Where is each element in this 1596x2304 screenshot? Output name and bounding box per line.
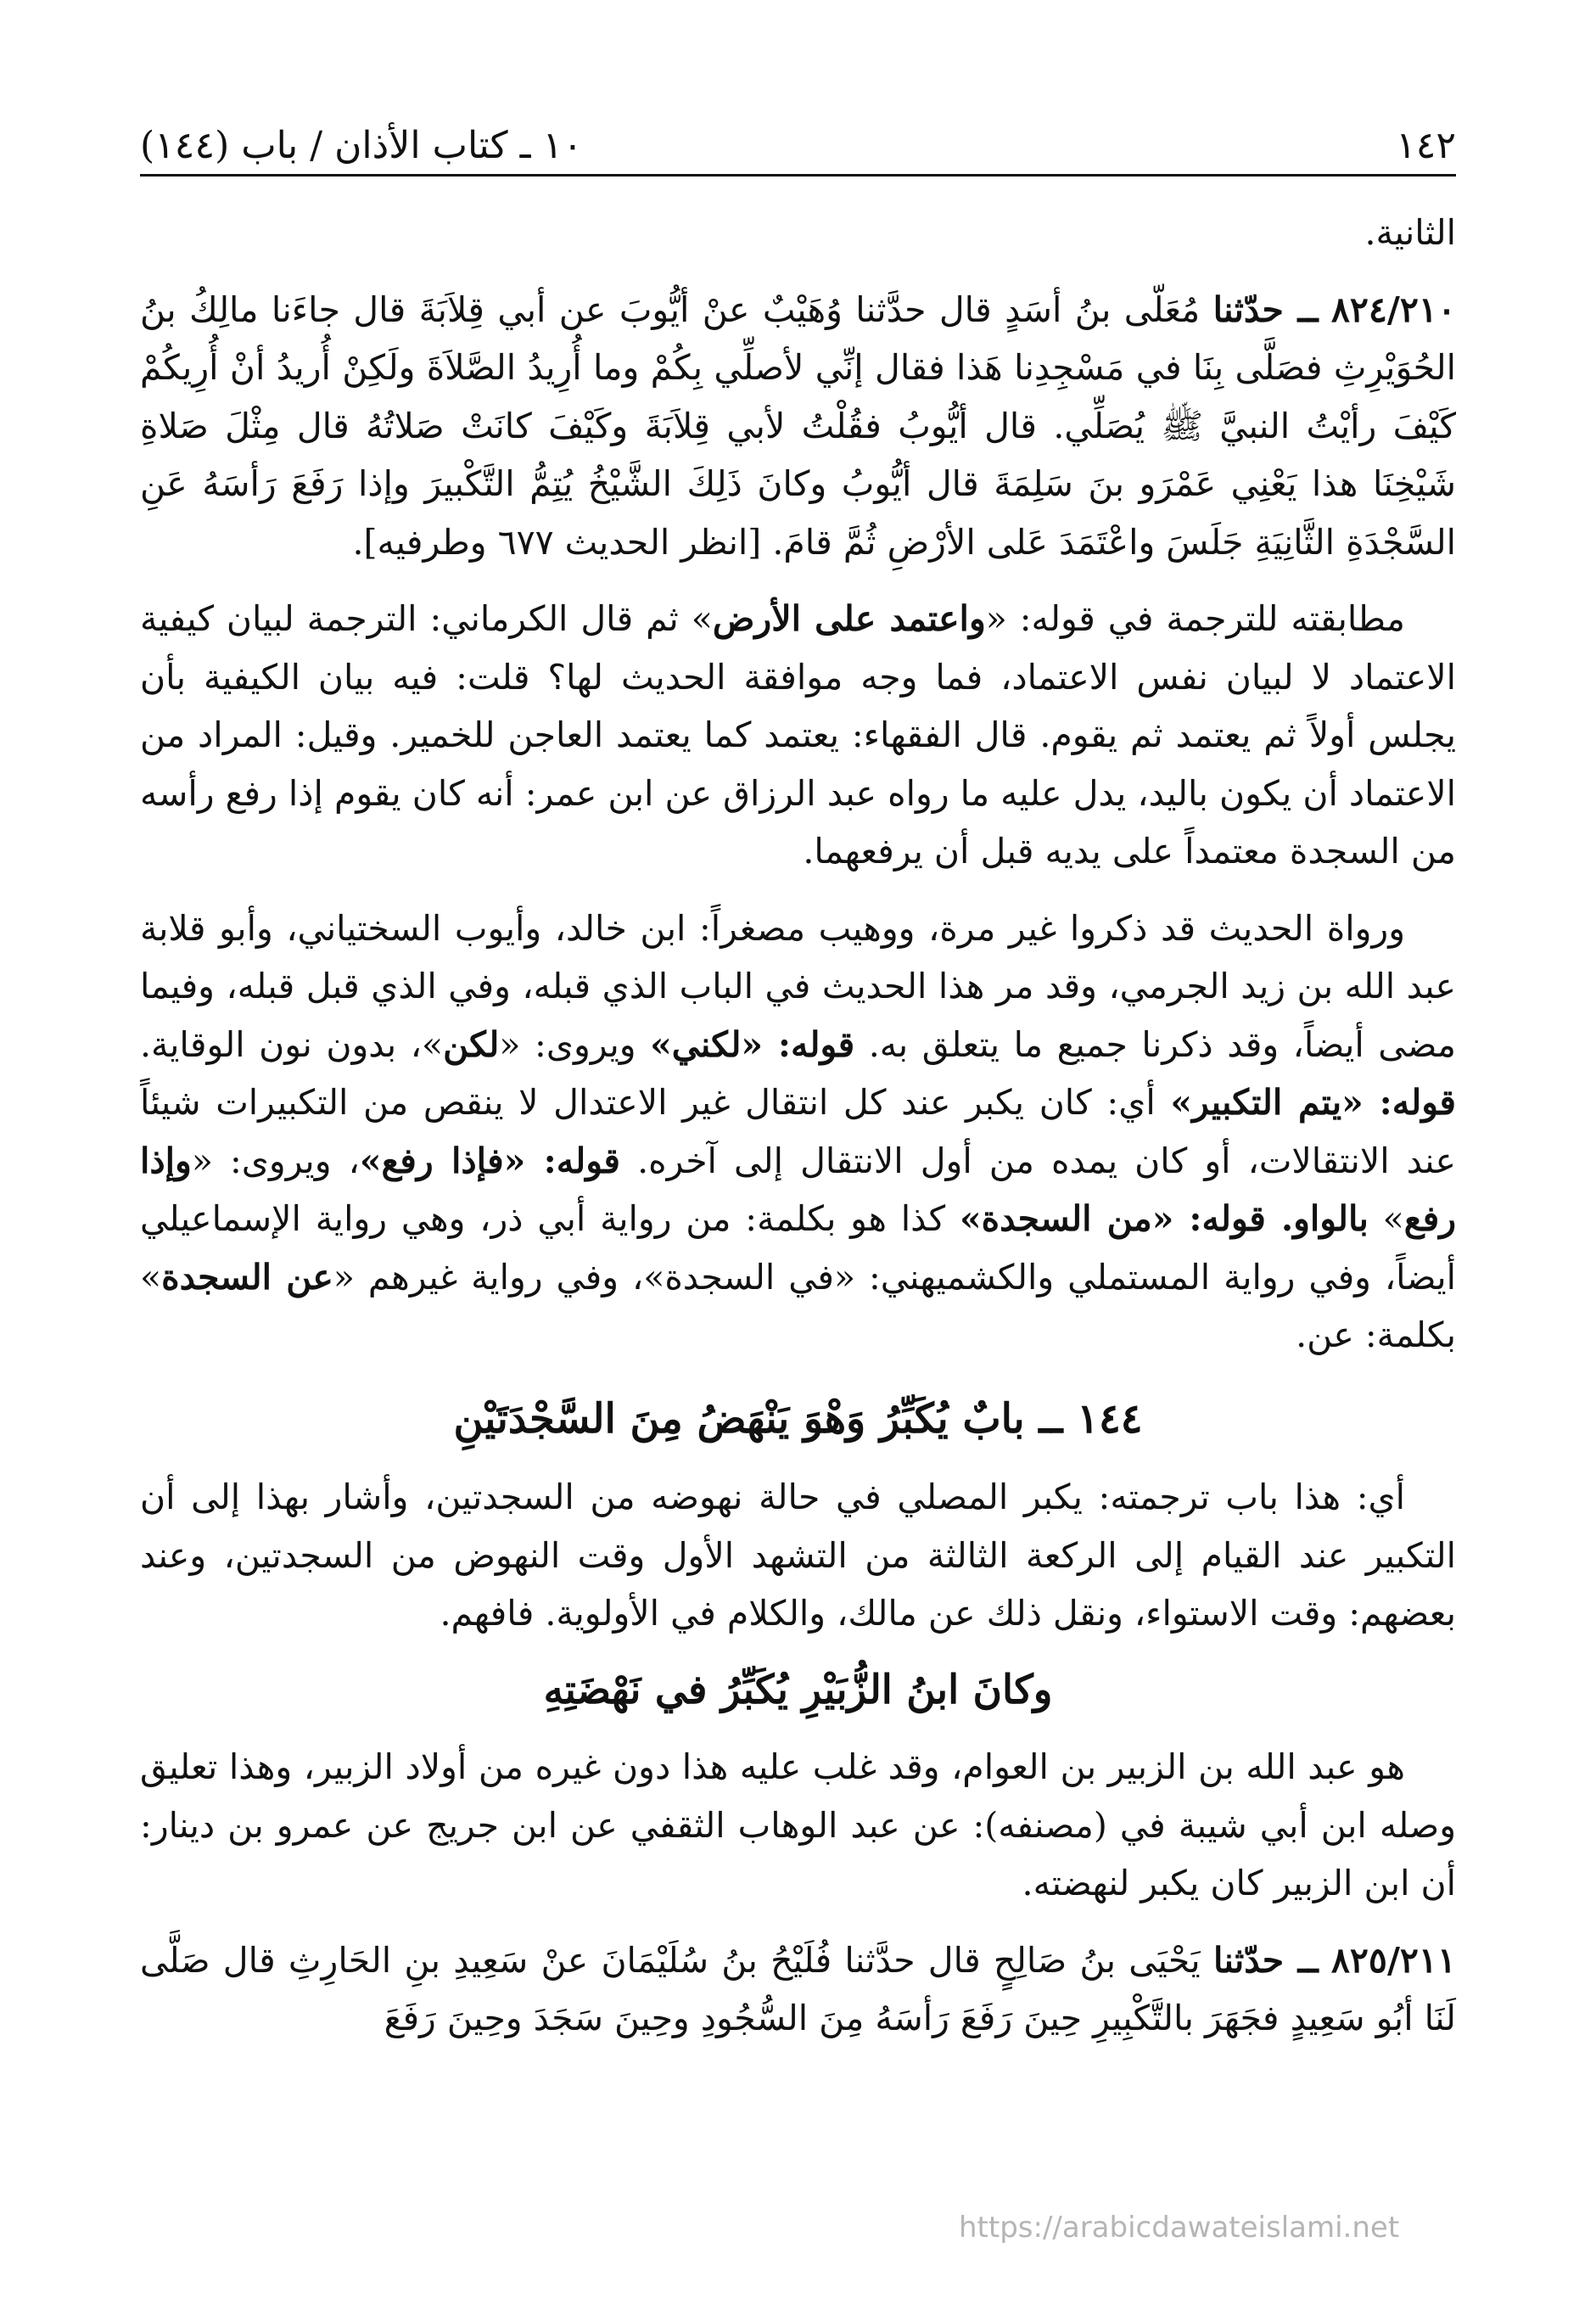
- intro-fragment: الثانية.: [1364, 212, 1456, 253]
- hadith-opening: ــ حدّثنا: [1212, 1939, 1319, 1981]
- sub-heading: وكانَ ابنُ الزُّبَيْرِ يُكَبِّرُ في نَهْضَتِهِ: [543, 1666, 1053, 1713]
- running-title: ١٠ ـ كتاب الأذان / باب (١٤٤): [140, 124, 583, 167]
- chapter-commentary: أي: هذا باب ترجمته: يكبر المصلي في حالة نهوضه من السجدتين، وأشار بهذا إلى أن التكبير عند القيام إلى الركعة الثالثة من التشهد الأول وقت النهوض من السجدتين، وعند بعضهم: وقت الاستواء، ونقل ذلك عن مالك، والكلام في الأولوية. فافهم.: [140, 1477, 1456, 1634]
- hadith-number: ٨٢٤/٢١٠: [1330, 289, 1456, 330]
- page-body: [140, 204, 1456, 2066]
- hadith-825: [140, 1931, 1456, 2048]
- hadith-number: ٨٢٥/٢١١: [1330, 1939, 1456, 1981]
- chapter-heading: ١٤٤ ــ بابٌ يُكَبِّرُ وَهْوَ يَنْهَضُ مِنَ السَّجْدَتَيْنِ: [453, 1394, 1143, 1443]
- hadith-text: يَحْيَى بنُ صَالِحٍ قال حدَّثنا فُلَيْحُ بنُ سُلَيْمَانَ عنْ سَعِيدِ بنِ الحَارِثِ قال صَلَّى لَنَا أبُو سَعِيدٍ فجَهَرَ بالتَّكْبِيرِ حِينَ رَفَعَ رَأسَهُ مِنَ السُّجُودِ وحِينَ سَجَدَ وحِينَ رَفَعَ: [140, 1939, 1456, 2038]
- hadith-text: مُعَلّى بنُ أسَدٍ قال حدَّثنا وُهَيْبٌ عنْ أيُّوبَ عن أبي قِلاَبَةَ قال جاءَنا مالِكُ بنُ الحُوَيْرِثِ فصَلَّى بِنَا في مَسْجِدِنا هَذا فقال إنِّي لأصلِّي بِكُمْ وما أُرِيدُ الصَّلاَةَ ولَكِنْ أُريدُ أنْ أُرِيكُمْ كَيْفَ رأيْتُ النبيَّ ﷺ يُصَلِّي. قال أيُّوبُ فقُلْتُ لأبي قِلاَبَةَ وكَيْفَ كانَتْ صَلاتُهُ قال مِثْلَ صَلاةِ شَيْخِنَا هذا يَعْنِي عَمْرَو بنَ سَلِمَةَ قال أيُّوبُ وكانَ ذَلِكَ الشَّيْخُ يُتِمُّ التَّكْبيرَ وإذا رَفَعَ رَأسَهُ عَنِ السَّجْدَةِ الثَّانِيَةِ جَلَسَ واعْتَمَدَ عَلى الأرْضِ ثُمَّ قامَ. [انظر الحديث ٦٧٧ وطرفيه].: [140, 289, 1456, 563]
- sub-commentary: هو عبد الله بن الزبير بن العوام، وقد غلب عليه هذا دون غيره من أولاد الزبير، وهذا تعليق وصله ابن أبي شيبة في (مصنفه): عن عبد الوهاب الثقفي عن ابن جريج عن عمرو بن دينار: أن ابن الزبير كان يكبر لنهضته.: [140, 1746, 1456, 1903]
- hadith-824: [140, 281, 1456, 572]
- running-header: [140, 100, 1456, 177]
- quoted-phrase: واعتمد على الأرض: [712, 598, 986, 639]
- commentary-paragraph-1: مطابقته للترجمة في قوله: «واعتمد على الأرض» ثم قال الكرماني: الترجمة لبيان كيفية الاعتماد لا لبيان نفس الاعتماد، فما وجه موافقة الحديث لها؟ قلت: فيه بيان الكيفية بأن يجلس أولاً ثم يعتمد ثم يقوم. قال الفقهاء: يعتمد كما يعتمد العاجن للخمير. وقيل: المراد من الاعتماد أن يكون باليد، يدل عليه ما رواه عبد الرزاق عن ابن عمر: أنه كان يقوم إذا رفع رأسه من السجدة معتمداً على يديه قبل أن يرفعهما.: [140, 598, 1456, 872]
- watermark-url: https://arabicdawateislami.net: [959, 2211, 1400, 2245]
- page-number: ١٤٢: [1396, 124, 1456, 167]
- hadith-opening: ــ حدّثنا: [1212, 289, 1319, 330]
- commentary-paragraph-2: ورواة الحديث قد ذكروا غير مرة، ووهيب مصغراً: ابن خالد، وأيوب السختياني، وأبو قلابة عبد الله بن زيد الجرمي، وقد مر هذا الحديث في الباب الذي قبله، وفي الذي قبل قبله، وفيما مضى أيضاً، وقد ذكرنا جميع ما يتعلق به. قوله: «لكني» ويروى: «لكن»، بدون نون الوقاية. قوله: «يتم التكبير» أي: كان يكبر عند كل انتقال غير الاعتدال لا ينقص من التكبيرات شيئاً عند الانتقالات، أو كان يمده من أول الانتقال إلى آخره. قوله: «فإذا رفع»، ويروى: «وإذا رفع» بالواو. قوله: «من السجدة» كذا هو بكلمة: من رواية أبي ذر، وهي رواية الإسماعيلي أيضاً، وفي رواية المستملي والكشميهني: «في السجدة»، وفي رواية غيرهم «عن السجدة» بكلمة: عن.: [140, 907, 1457, 1355]
